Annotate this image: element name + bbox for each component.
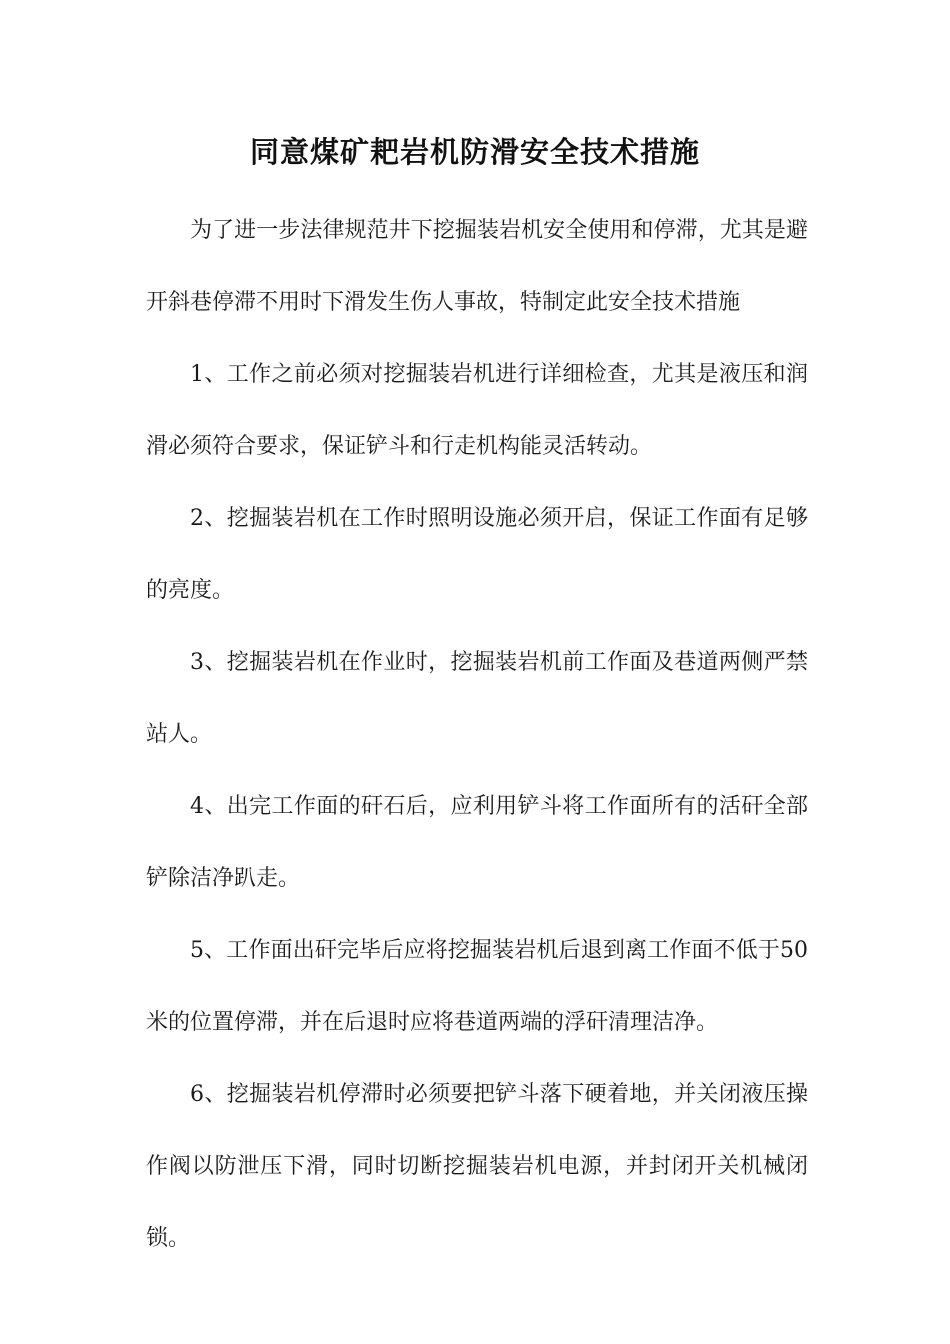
paragraph-intro: 为了进一步法律规范井下挖掘装岩机安全使用和停滞，尤其是避开斜巷停滞不用时下滑发生伤人事故，特制定此安全技术措施	[146, 218, 808, 315]
paragraph-item-3: 3、挖掘装岩机在作业时，挖掘装岩机前工作面及巷道两侧严禁站人。	[146, 650, 808, 747]
paragraph-item-4: 4、出完工作面的矸石后，应利用铲斗将工作面所有的活矸全部铲除洁净趴走。	[146, 794, 808, 891]
paragraph-item-6: 6、挖掘装岩机停滞时必须要把铲斗落下硬着地，并关闭液压操作阀以防泄压下滑，同时切断挖掘装岩机电源，并封闭开关机械闭锁。	[146, 1082, 808, 1251]
document-body	[146, 195, 808, 1275]
paragraph-item-2: 2、挖掘装岩机在工作时照明设施必须开启，保证工作面有足够的亮度。	[146, 506, 808, 603]
document-title: 同意煤矿耙岩机防滑安全技术措施	[249, 135, 700, 169]
paragraph-item-1: 1、工作之前必须对挖掘装岩机进行详细检查，尤其是液压和润滑必须符合要求，保证铲斗和行走机构能灵活转动。	[146, 362, 808, 459]
paragraph-item-5: 5、工作面出矸完毕后应将挖掘装岩机后退到离工作面不低于50米的位置停滞，并在后退时应将巷道两端的浮矸清理洁净。	[146, 938, 808, 1035]
